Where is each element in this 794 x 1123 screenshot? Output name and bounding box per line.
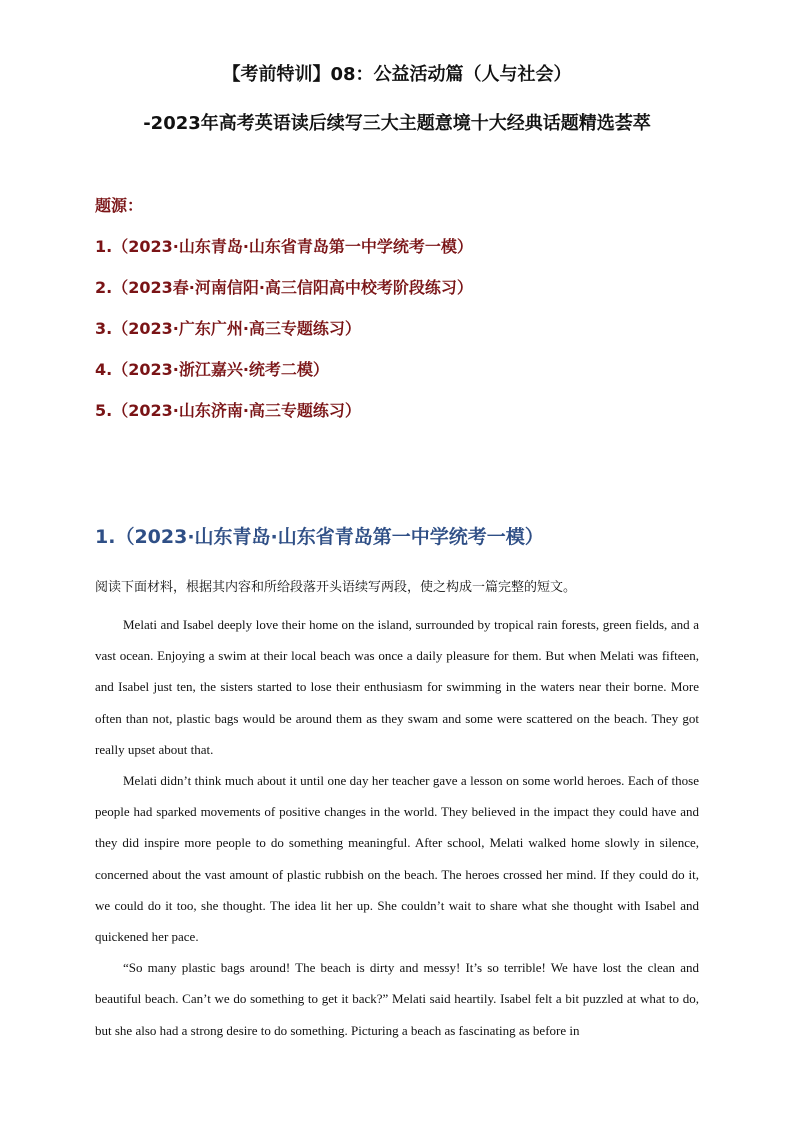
section-heading: 1.（2023·山东青岛·山东省青岛第一中学统考一模） <box>95 526 544 548</box>
instruction-text: 阅读下面材料，根据其内容和所给段落开头语续写两段，使之构成一篇完整的短文。 <box>95 580 577 595</box>
reading-passage <box>95 609 699 1046</box>
source-item: 2.（2023春·河南信阳·高三信阳高中校考阶段练习） <box>95 278 473 297</box>
passage-paragraph: “So many plastic bags around! The beach is dirty and messy! It’s so terrible! We have lost the clean and beautiful beach. Can’t we do something to get it back?” Melati said heartily. Isabel felt a bit puzzled at what to do, but she also had a strong desire to do something. Picturing a beach as fascinating as before in <box>95 960 699 1038</box>
sources-list <box>95 236 473 441</box>
source-item: 4.（2023·浙江嘉兴·统考二模） <box>95 360 329 379</box>
source-item: 5.（2023·山东济南·高三专题练习） <box>95 401 361 420</box>
source-item: 3.（2023·广东广州·高三专题练习） <box>95 319 361 338</box>
sources-heading: 题源： <box>95 196 144 215</box>
source-item: 1.（2023·山东青岛·山东省青岛第一中学统考一模） <box>95 237 473 256</box>
passage-paragraph: Melati didn’t think much about it until one day her teacher gave a lesson on some world heroes. Each of those people had sparked movements of positive changes in the world. They believed in the impact they could have and they did inspire more people to do something meaningful. After school, Melati walked home slowly in silence, concerned about the vast amount of plastic rubbish on the beach. The heroes crossed her mind. If they could do it, we could do it too, she thought. The idea lit her up. She couldn’t wait to share what she thought with Isabel and quickened her pace. <box>95 773 699 945</box>
page-title: 【考前特训】08：公益活动篇（人与社会） <box>222 64 572 85</box>
passage-paragraph: Melati and Isabel deeply love their home on the island, surrounded by tropical rain forests, green fields, and a vast ocean. Enjoying a swim at their local beach was once a daily pleasure for them. But when Melati was fifteen, and Isabel just ten, the sisters started to lose their enthusiasm for swimming in the waters near their borne. More often than not, plastic bags would be around them as they swam and some were scattered on the beach. They got really upset about that. <box>95 617 699 757</box>
page-subtitle: -2023年高考英语读后续写三大主题意境十大经典话题精选荟萃 <box>143 113 651 134</box>
